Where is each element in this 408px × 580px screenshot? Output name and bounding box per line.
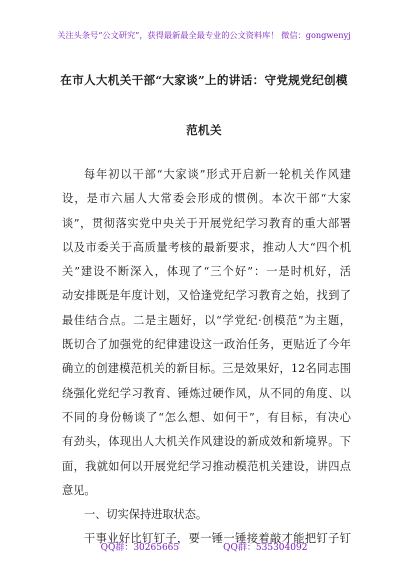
document-title-line-2: 范机关 bbox=[186, 123, 222, 137]
body-line: 关”建设不断深入，体现了“三个好”：一是时机好，活 bbox=[62, 265, 351, 279]
body-line: 最佳结合点。二是主题好，以“学党纪·创模范”为主题， bbox=[62, 313, 351, 327]
body-line: 以及市委关于高质量考核的最新要求，推动人大“四个机 bbox=[62, 240, 351, 254]
qq-group-2: QQ群：535304092 bbox=[223, 543, 308, 553]
body-line: 绕强化党纪学习教育、锤炼过硬作风，从不同的角度、以 bbox=[62, 386, 351, 400]
document-body bbox=[62, 163, 351, 552]
qq-footer bbox=[0, 540, 408, 553]
body-line: 面，我就如何以开展党纪学习推动模范机关建设，讲四点 bbox=[62, 459, 351, 473]
section-heading: 一、切实保持进取状态。 bbox=[84, 508, 208, 522]
promo-header: 关注头条号“公文研究”，获得最新最全最专业的公文资料库！ 微信：gongwenyj bbox=[57, 30, 351, 40]
body-line: 设，是市六届人大常委会形成的惯例。本次干部“大家 bbox=[62, 192, 351, 206]
qq-group-1: QQ群：30265665 bbox=[100, 543, 180, 553]
body-line: 确立的创建模范机关的新目标。三是效果好，12名同志围 bbox=[62, 362, 351, 376]
body-line: 动安排既是年度计划，又恰逢党纪学习教育之始，找到了 bbox=[62, 289, 351, 303]
body-line: 既切合了加强党的纪律建设这一政治任务，更贴近了今年 bbox=[62, 338, 351, 352]
body-line: 每年初以干部“大家谈”形式开启新一轮机关作风建 bbox=[84, 168, 351, 181]
document-title-line-1: 在市人大机关干部“大家谈”上的讲话：守党规党纪创模 bbox=[60, 73, 348, 87]
body-line: 不同的身份畅谈了“怎么想、如何干”，有目标，有决心 bbox=[62, 410, 351, 424]
body-line: 有劲头，体现出人大机关作风建设的新成效和新境界。下 bbox=[62, 435, 351, 449]
body-line: 谈”，贯彻落实党中央关于开展党纪学习教育的重大部署 bbox=[62, 216, 351, 230]
body-line: 意见。 bbox=[62, 483, 96, 497]
body-line: 干事业好比钉钉子，要一锤一锤接着敲才能把钉子钉 bbox=[84, 532, 351, 546]
